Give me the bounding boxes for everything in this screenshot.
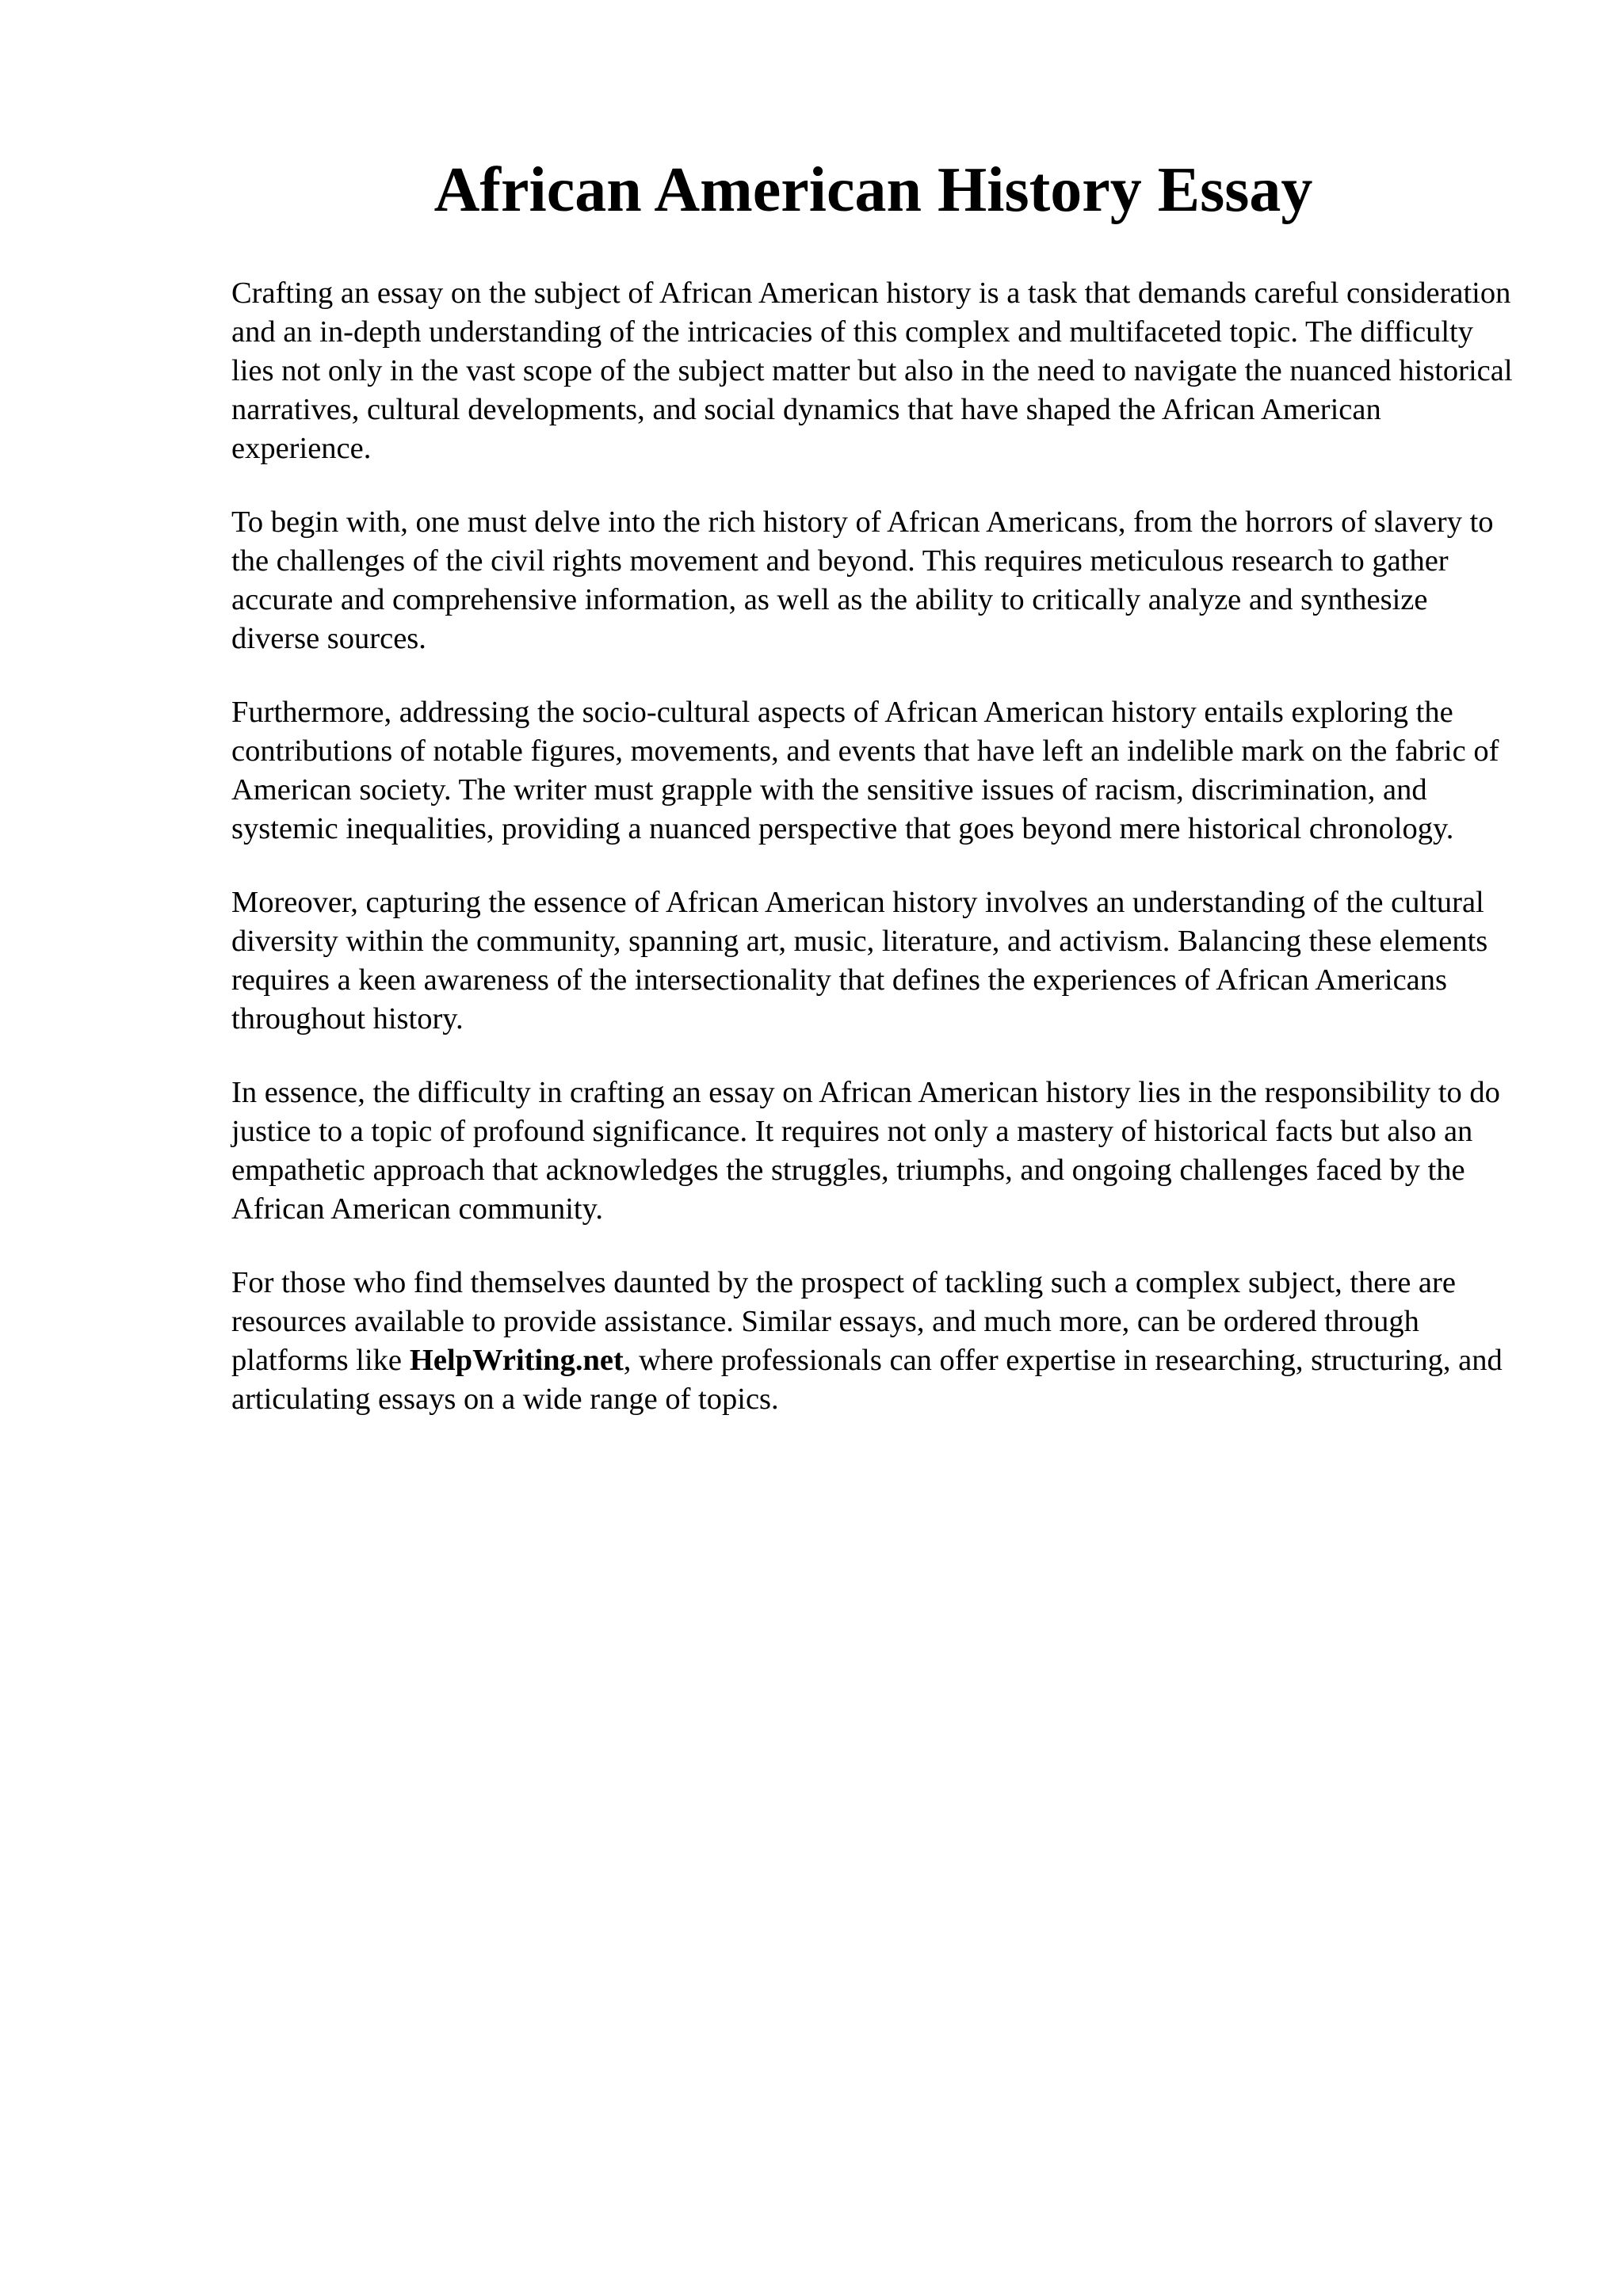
paragraph-2: To begin with, one must delve into the rich history of African Americans, from the horrors of slavery to the challenges of the civil rights movement and beyond. This requires meticulous research to gather accurate and comprehensive information, as well as the ability to critically analyze and synthesize diverse sources. bbox=[231, 505, 1494, 655]
paragraph-6-text-before-link: For those who find themselves daunted by the prospect of tackling such a complex subject, there are resources available to provide assistance. Similar essays, and much more, can be ordered through platforms like bbox=[231, 1266, 1456, 1377]
paragraph-5: In essence, the difficulty in crafting an essay on African American history lies in the responsibility to do justice to a topic of profound significance. It requires not only a mastery of historical facts but also an empathetic approach that acknowledges the struggles, triumphs, and ongoing challenges faced by the African American community. bbox=[231, 1076, 1500, 1226]
document-title: African American History Essay bbox=[433, 155, 1313, 225]
paragraph-1: Crafting an essay on the subject of African American history is a task that demands careful consideration and an in-depth understanding of the intricacies of this complex and multifaceted topic. The difficulty lies not only in the vast scope of the subject matter but also in the need to navigate the nuanced historical narratives, cultural developments, and social dynamics that have shaped the African American experience. bbox=[231, 277, 1513, 465]
paragraph-4: Moreover, capturing the essence of African American history involves an understanding of the cultural diversity within the community, spanning art, music, literature, and activism. Balancing these elements requires a keen awareness of the intersectionality that defines the experiences of African Americans throughout history. bbox=[231, 886, 1488, 1035]
paragraph-3: Furthermore, addressing the socio-cultural aspects of African American history entails exploring the contributions of notable figures, movements, and events that have left an indelible mark on the fabric of American society. The writer must grapple with the sensitive issues of racism, discrimination, and systemic inequalities, providing a nuanced perspective that goes beyond mere historical chronology. bbox=[231, 696, 1499, 845]
paragraph-6 bbox=[231, 1264, 1515, 1419]
helpwriting-link[interactable]: HelpWriting.net bbox=[409, 1344, 624, 1377]
document-body bbox=[231, 151, 1515, 1454]
paragraph-6-text-after-link: , where professionals can offer expertise in researching, structuring, and articulating essays on a wide range of topics. bbox=[231, 1344, 1503, 1416]
